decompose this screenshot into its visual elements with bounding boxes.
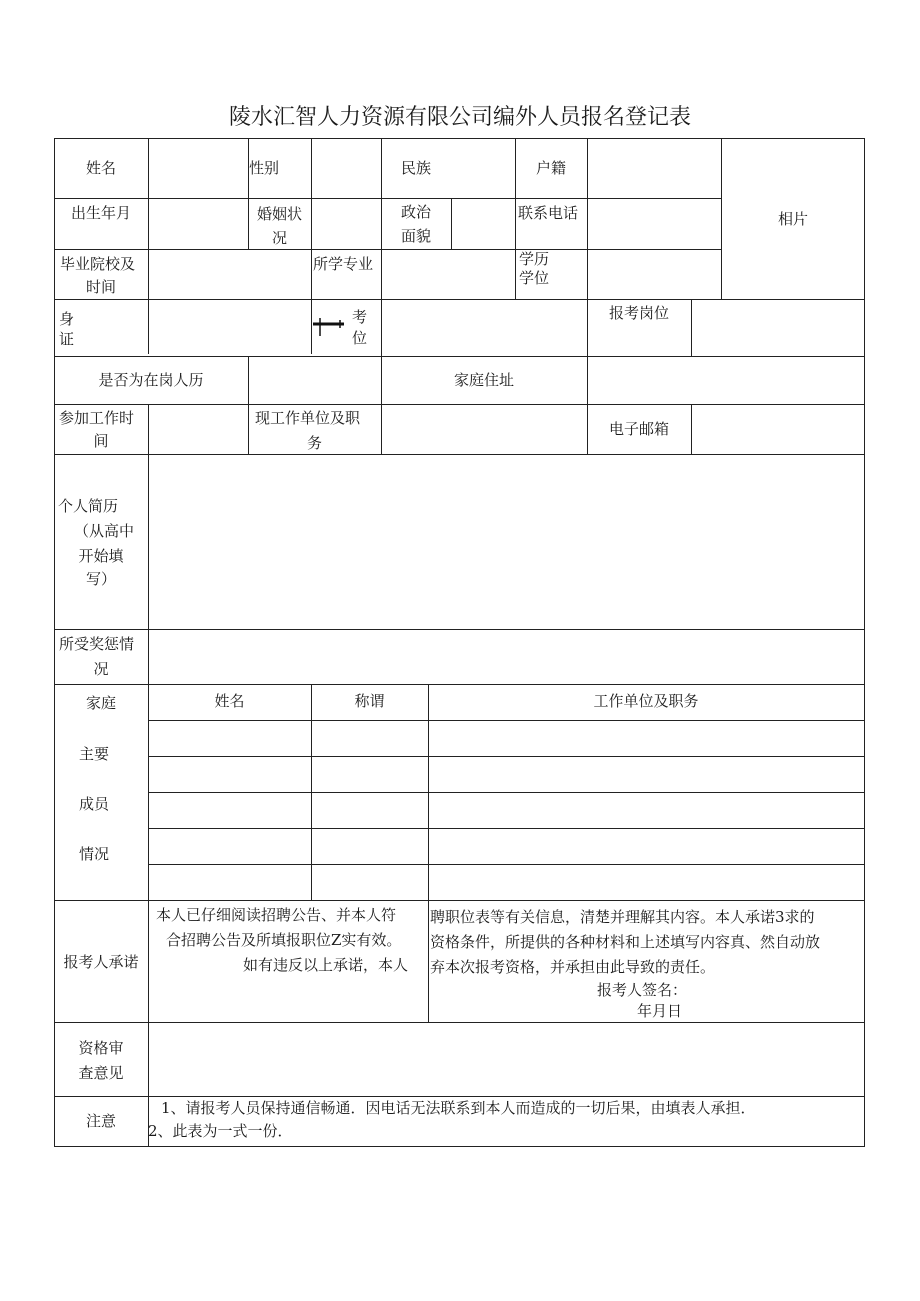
label-degree: 学位 [519,269,550,287]
notes-line: 2、此表为一式一份． [148,1122,293,1140]
label-resume: 开始填 [78,547,124,565]
label-resume: （从高中 [73,522,134,540]
grid-line [54,900,865,901]
label-on-duty: 是否为在岗人历 [98,371,204,389]
label-apply-post: 报考岗位 [608,304,669,322]
label-awards: 况 [93,660,109,678]
label-id: 身 [59,310,75,328]
pledge-signature: 报考人签名： [597,981,688,999]
bracket-mark [310,314,350,344]
label-political: 面貌 [400,227,431,245]
grid-line [148,828,865,829]
grid-line [54,454,865,455]
label-birth: 出生年月 [70,204,131,222]
label-exam-position: 位 [352,329,368,347]
grid-line [691,404,692,454]
label-work-start: 参加工作时 [59,409,135,427]
label-family: 成员 [79,795,110,813]
family-col-name: 姓名 [214,692,245,710]
notes-line: 1、请报考人员保持通信畅通．因电话无法联系到本人而造成的一切后果，由填表人承担． [161,1099,756,1117]
family-col-work: 工作单位及职务 [593,692,699,710]
grid-line [54,1022,865,1023]
grid-line [54,299,865,300]
grid-line [54,356,865,357]
form-title: 陵水汇智人力资源有限公司编外人员报名登记表 [228,105,691,130]
label-current-job: 现工作单位及职 [255,409,361,427]
grid-line [864,138,865,1146]
grid-line [148,792,865,793]
label-major: 所学专业 [313,255,374,273]
grid-line [54,198,722,199]
grid-line [54,629,865,630]
grid-line [381,138,382,454]
grid-line [148,756,865,757]
label-household: 户籍 [535,159,566,177]
label-current-job: 务 [306,434,322,452]
family-col-relation: 称谓 [354,692,385,710]
label-family: 情况 [79,845,110,863]
label-school: 毕业院校及 [60,255,136,273]
label-political: 政治 [400,203,431,221]
label-marital: 况 [271,229,287,247]
label-address: 家庭住址 [453,371,514,389]
label-ethnicity: 民族 [400,159,431,177]
grid-line [54,1146,865,1147]
label-exam-position: 考 [352,308,368,326]
grid-line [54,138,865,139]
label-family: 主要 [79,745,110,763]
label-id: 证 [59,330,75,348]
label-review: 资格审 [78,1039,124,1057]
label-family: 家庭 [85,694,116,712]
label-work-start: 间 [93,432,109,450]
label-email: 电子邮箱 [608,420,669,438]
grid-line [311,684,312,900]
label-notes: 注意 [85,1112,116,1130]
label-school: 时间 [85,278,116,296]
grid-line [691,299,692,356]
label-pledge: 报考人承诺 [63,953,139,971]
pledge-text: 聘职位表等有关信息，清楚并理解其内容。本人承诺3求的 [430,908,815,926]
label-resume: 写） [85,570,116,588]
pledge-text: 资格条件，所提供的各种材料和上述填写内容真、然自动放 [430,933,821,951]
pledge-text: 合招聘公告及所填报职位Z实有效。 [166,931,402,949]
pledge-text: 本人已仔细阅读招聘公告、并本人符 [156,906,397,924]
grid-line [54,404,865,405]
grid-line [54,684,865,685]
grid-line [148,138,149,354]
grid-line [248,356,249,404]
grid-line [451,198,452,249]
label-review: 查意见 [78,1064,124,1082]
label-phone: 联系电话 [518,204,579,222]
label-resume: 个人简历 [58,497,119,515]
label-gender: 性别 [249,159,280,177]
grid-line [148,720,865,721]
label-name: 姓名 [85,159,116,177]
grid-line [54,249,722,250]
pledge-date: 年月日 [637,1002,683,1020]
grid-line [428,684,429,1022]
label-marital: 婚姻状 [256,205,302,223]
label-photo: 相片 [777,210,808,228]
pledge-text: 弃本次报考资格，并承担由此导致的责任。 [430,958,716,976]
pledge-text: 如有违反以上承诺，本人 [243,956,409,974]
grid-line [587,138,588,454]
label-degree: 学历 [519,250,550,268]
label-awards: 所受奖惩情 [59,635,135,653]
grid-line [148,404,149,1146]
grid-line [148,864,865,865]
